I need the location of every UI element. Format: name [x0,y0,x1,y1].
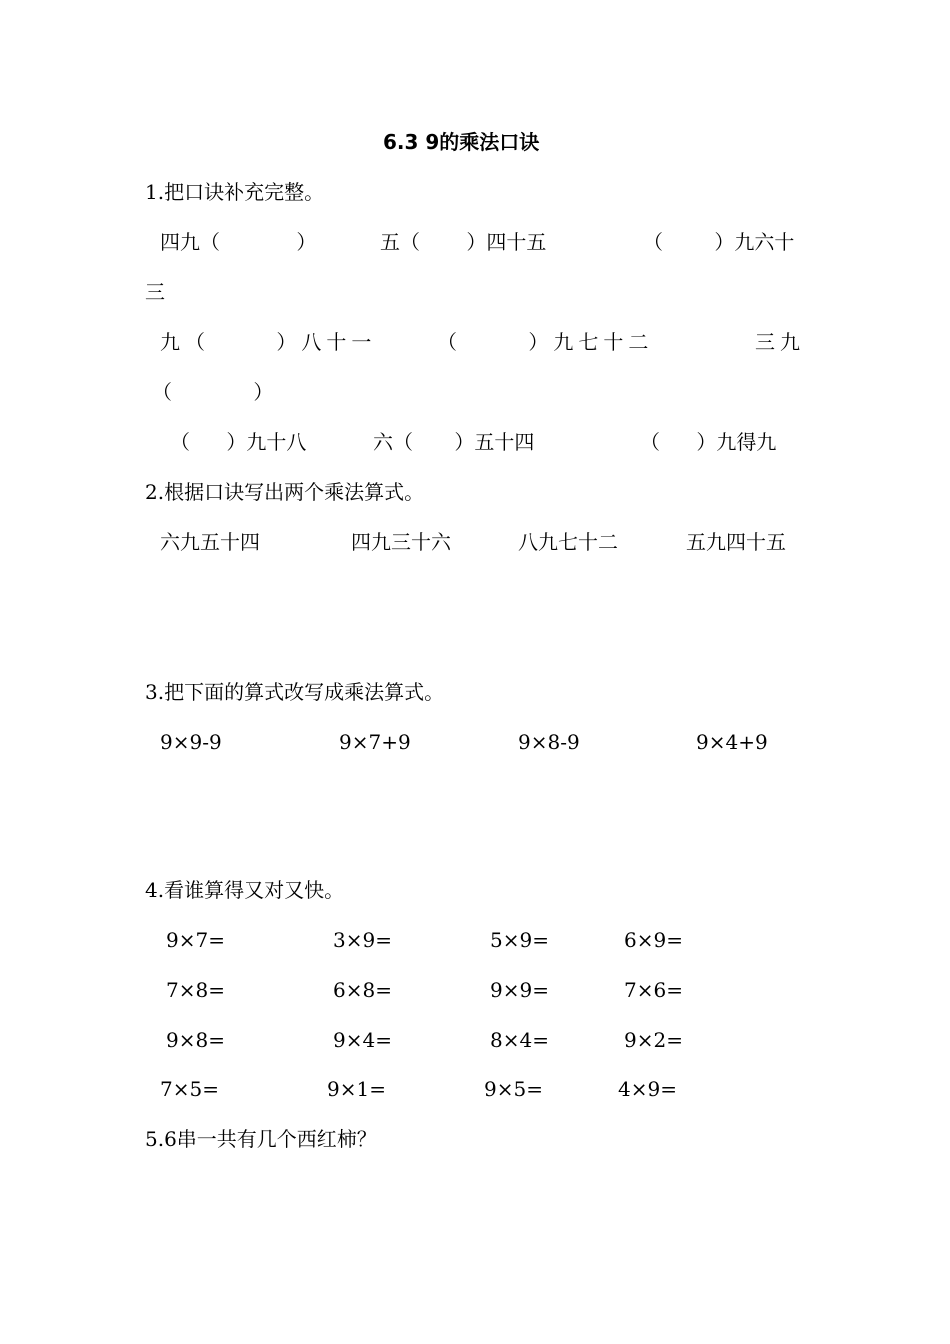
q4-item: 4×9= [618,1077,677,1101]
q4-item: 7×6= [624,978,683,1002]
question-5-heading: 5.6串一共有几个西红柿？ [145,1127,377,1151]
q4-item: 9×7= [166,928,225,952]
q4-item: 9×4= [333,1028,392,1052]
q4-item: 5×9= [490,928,549,952]
q4-item: 9×8= [166,1028,225,1052]
q3-item-1: 9×9-9 [160,730,222,754]
q4-item: 9×9= [490,978,549,1002]
q4-item: 6×9= [624,928,683,952]
q4-item: 6×8= [333,978,392,1002]
q4-item: 9×1= [327,1077,386,1101]
q3-item-4: 9×4+9 [696,730,768,754]
q4-item: 8×4= [490,1028,549,1052]
question-2-heading: 2.根据口诀写出两个乘法算式。 [145,480,425,504]
q4-item: 9×2= [624,1028,683,1052]
q1-blank-1: 四九（ ） [160,230,317,254]
page-title: 6.3 9的乘法口诀 [383,130,540,154]
q1-blank-9: （ ）九得九 [640,430,777,454]
q1-blank-3: （ ）九六十 [643,230,795,254]
q1-blank-8: 六（ ）五十四 [373,430,535,454]
q1-blank-4: 九（ ）八十一 [160,330,377,354]
q2-item-1: 六九五十四 [160,530,260,554]
q1-blank-6: 三九 [755,330,805,354]
q4-item: 3×9= [333,928,392,952]
q3-item-3: 9×8-9 [518,730,580,754]
q2-item-4: 五九四十五 [686,530,786,554]
q1-blank-2: 五（ ）四十五 [380,230,547,254]
question-3-heading: 3.把下面的算式改写成乘法算式。 [145,680,445,704]
q4-item: 7×8= [166,978,225,1002]
q2-item-3: 八九七十二 [518,530,618,554]
question-1-heading: 1.把口诀补充完整。 [145,180,325,204]
q2-item-2: 四九三十六 [351,530,451,554]
q4-item: 7×5= [160,1077,219,1101]
q3-item-2: 9×7+9 [339,730,411,754]
q1-blank-7: （ ）九十八 [170,430,307,454]
q4-item: 9×5= [484,1077,543,1101]
q1-blank-5: （ ）九七十二 [437,330,654,354]
question-4-heading: 4.看谁算得又对又快。 [145,878,345,902]
q1-blank-6-continued: （ ） [152,380,274,404]
q1-blank-3-continued: 三 [145,280,165,304]
